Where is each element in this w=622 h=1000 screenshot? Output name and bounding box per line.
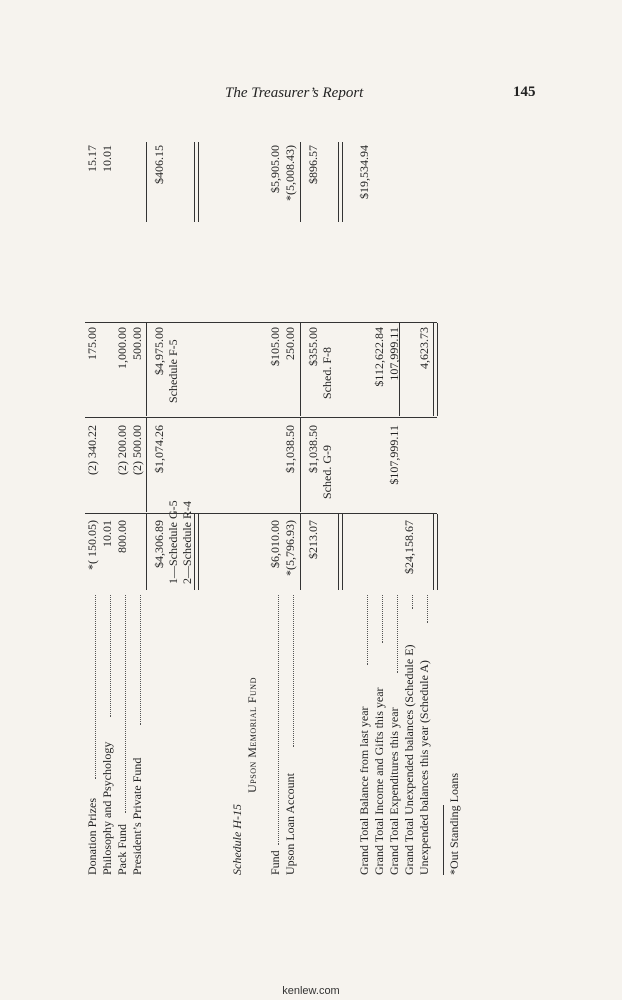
page-number: 145 — [513, 84, 536, 100]
leader-dots — [125, 595, 126, 813]
cell-fund-c1: $6,010.00 — [268, 520, 282, 568]
footnote: *Out Standing Loans — [447, 773, 461, 875]
rule — [300, 142, 301, 222]
double-rule — [433, 514, 438, 590]
rule — [146, 323, 147, 416]
cell-fund-c3: $105.00 — [268, 327, 282, 366]
grand-income-c3: $112,622.84 — [372, 327, 386, 387]
leader-dots — [367, 595, 368, 665]
leader-dots — [293, 595, 294, 747]
grand-unexpended-c3: 4,623.73 — [417, 327, 431, 369]
double-rule — [194, 142, 199, 222]
note-sched-g9: Sched. G-9 — [320, 445, 334, 499]
total-c1: $4,306.89 — [152, 520, 166, 568]
total-c3: $4,975.00 — [152, 327, 166, 375]
double-rule — [338, 142, 343, 222]
upson-total-c3: $355.00 — [306, 327, 320, 366]
row-label-donation-prizes: Donation Prizes — [85, 798, 99, 875]
rule — [300, 323, 301, 416]
cell-presidents-c3: 500.00 — [130, 327, 144, 360]
rule — [399, 323, 400, 416]
grand-label-unexpended-a: Unexpended balances this year (Schedule A) — [417, 660, 431, 875]
cell-pack-c2: (2) 200.00 — [115, 425, 129, 475]
cell-donation-c2: (2) 340.22 — [85, 425, 99, 475]
row-label-presidents-fund: President’s Private Fund — [130, 757, 144, 875]
cell-upson-c2: $1,038.50 — [283, 425, 297, 473]
double-rule — [194, 514, 199, 590]
cell-fund-c4: $5,905.00 — [268, 145, 282, 193]
leader-dots — [110, 595, 111, 717]
column-rule — [85, 513, 437, 514]
upson-total-c1: $213.07 — [306, 520, 320, 559]
cell-pack-c1: 800.00 — [115, 520, 129, 553]
rotated-ledger-table — [85, 85, 461, 875]
grand-label-balance: Grand Total Balance from last year — [357, 706, 371, 875]
double-rule — [433, 323, 438, 416]
grand-label-unexpended-e: Grand Total Unexpended balances (Schedule E) — [402, 644, 416, 875]
row-label-pack-fund: Pack Fund — [115, 824, 129, 875]
column-rule — [85, 417, 437, 418]
schedule-label: Schedule H-15 — [230, 804, 244, 875]
grand-balance-c4: $19,534.94 — [357, 145, 371, 199]
cell-upson-c3: 250.00 — [283, 327, 297, 360]
grand-expend-c2: $107,999.11 — [387, 425, 401, 485]
upson-total-c2: $1,038.50 — [306, 425, 320, 473]
upson-heading: Upson Memorial Fund — [245, 677, 259, 793]
column-rule — [85, 322, 437, 323]
leader-dots — [278, 595, 279, 845]
grand-label-expenditures: Grand Total Expenditures this year — [387, 707, 401, 875]
row-label-fund: Fund — [268, 850, 282, 875]
rule — [300, 514, 301, 590]
cell-upson-c1: *(5,796.93) — [283, 520, 297, 576]
upson-total-c4: $896.57 — [306, 145, 320, 184]
cell-donation-c4: 15.17 — [85, 145, 99, 172]
leader-dots — [397, 595, 398, 673]
rule — [146, 418, 147, 512]
cell-donation-c1: *( 150.05) — [85, 520, 99, 570]
cell-upson-c4: *(5,008.43) — [283, 145, 297, 201]
cell-philosophy-c1: 10.01 — [100, 520, 114, 547]
double-rule — [338, 514, 343, 590]
site-watermark: kenlew.com — [282, 985, 340, 997]
cell-donation-c3: 175.00 — [85, 327, 99, 360]
grand-label-income: Grand Total Income and Gifts this year — [372, 687, 386, 875]
leader-dots — [427, 595, 428, 623]
leader-dots — [95, 595, 96, 779]
running-header-title: The Treasurer’s Report — [225, 85, 364, 101]
rule — [146, 514, 147, 590]
leader-dots — [140, 595, 141, 725]
grand-expend-c3: 107,999.11 — [387, 327, 401, 381]
row-label-upson-loan: Upson Loan Account — [283, 773, 297, 875]
rule — [146, 142, 147, 222]
leader-dots — [382, 595, 383, 643]
rule — [300, 418, 301, 512]
total-c4: $406.15 — [152, 145, 166, 184]
note-sched-f8: Sched. F-8 — [320, 347, 334, 399]
cell-presidents-c2: (2) 500.00 — [130, 425, 144, 475]
total-c2: $1,074.26 — [152, 425, 166, 473]
cell-philosophy-c4: 10.01 — [100, 145, 114, 172]
cell-pack-c3: 1,000.00 — [115, 327, 129, 369]
grand-unexpended-c1: $24,158.67 — [402, 520, 416, 574]
note-schedule-f5: Schedule F-5 — [166, 339, 180, 403]
note-schedule-g5: 1—Schedule G-5 — [166, 500, 180, 584]
footnote-rule — [443, 805, 444, 875]
row-label-philosophy: Philosophy and Psychology — [100, 741, 114, 875]
note-schedule-r4: 2—Schedule R-4 — [180, 501, 194, 584]
